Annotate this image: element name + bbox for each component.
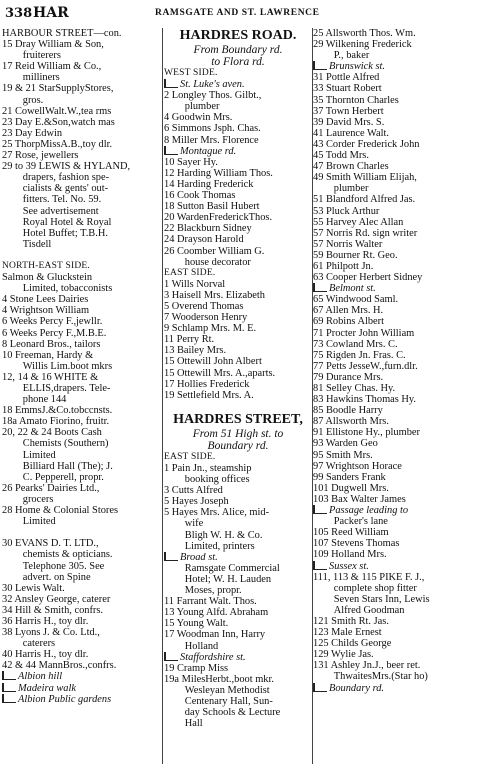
directory-entry: 63 Cooper Herbert Sidney xyxy=(313,272,423,284)
cross-street xyxy=(313,561,477,572)
directory-entry: 105 Reed William xyxy=(313,527,389,539)
directory-entry: 22 Blackburn Sidney xyxy=(164,223,252,235)
directory-entry: Centenary Hall, Sun- xyxy=(164,695,273,707)
section-abbreviation: HAR xyxy=(33,5,69,21)
directory-entry: 26 Pearks' Dairies Ltd., xyxy=(2,482,100,494)
directory-entry: 5 Hayes Joseph xyxy=(164,496,229,508)
directory-entry: 23 Day Edwin xyxy=(2,127,63,139)
directory-entry: 131 Ashley Jn.J., beer ret. xyxy=(313,660,421,672)
directory-entry: Salmon & Gluckstein xyxy=(2,272,93,284)
cross-street-label: Passage leading to xyxy=(329,505,409,517)
directory-entry: Wesleyan Methodist xyxy=(164,684,270,696)
directory-entry: 53 Pluck Arthur xyxy=(313,205,380,217)
directory-entry: 2 Longley Thos. Gilbt., xyxy=(164,90,262,102)
directory-entry: 95 Smith Mrs. xyxy=(313,449,373,461)
directory-entry: 18a Amato Fiorino, fruitr. xyxy=(2,416,110,428)
directory-entry: 75 Rigden Jn. Fras. C. xyxy=(313,349,406,361)
directory-entry: 65 Windwood Saml. xyxy=(313,294,399,306)
directory-entry xyxy=(164,401,312,412)
directory-entry: 15 Dray William & Son, xyxy=(2,39,104,51)
page-number: 338 xyxy=(5,6,33,21)
directory-entry: 55 Harvey Alec Allan xyxy=(313,216,404,228)
directory-entry: fruiterers xyxy=(2,50,61,62)
directory-entry: drapers, fashion spe- xyxy=(2,172,110,184)
directory-entry: Bligh W. H. & Co. xyxy=(164,529,263,541)
directory-entry: 15 Ottewill Mrs. A.,aparts. xyxy=(164,367,276,379)
directory-entry: 85 Boodle Harry xyxy=(313,405,383,417)
directory-entry: Holland xyxy=(164,640,219,652)
directory-entry: 29 to 39 LEWIS & HYLAND, xyxy=(2,161,131,173)
directory-entry: complete shop fitter xyxy=(313,582,417,594)
directory-entry: 97 Wrightson Horace xyxy=(313,460,402,472)
directory-entry: 8 Leonard Bros., tailors xyxy=(2,338,101,350)
directory-entry: cialists & gents' out- xyxy=(2,183,109,195)
directory-entry: Hall xyxy=(164,718,203,730)
side-heading: NORTH-EAST SIDE. xyxy=(2,260,90,271)
directory-entry: 1 Pain Jn., steamship xyxy=(164,463,252,474)
street-extent: From 51 High st. to xyxy=(192,427,284,440)
directory-entry: 17 Hollies Frederick xyxy=(164,378,250,390)
directory-entry: wife xyxy=(164,518,204,530)
directory-entry: 57 Norris Rd. sign writer xyxy=(313,227,418,239)
directory-entry: grocers xyxy=(2,493,54,505)
directory-entry: 40 Harris H., toy dlr. xyxy=(2,649,89,661)
directory-entry: 19 & 21 StarSupplyStores, xyxy=(2,83,114,95)
directory-entry: house decorator xyxy=(164,256,251,268)
directory-entry: Limited, tobacconists xyxy=(2,283,113,295)
directory-entry: 67 Allen Mrs. H. xyxy=(313,305,384,317)
cross-street-marker xyxy=(313,283,327,292)
directory-entry: 121 Smith Rt. Jas. xyxy=(313,615,389,627)
cross-street xyxy=(313,283,477,294)
directory-entry: 111, 113 & 115 PIKE F. J., xyxy=(313,571,425,583)
directory-entry: Tisdell xyxy=(2,238,52,250)
directory-entry: 5 Overend Thomas xyxy=(164,300,244,312)
directory-entry: 1 Wills Norval xyxy=(164,278,226,290)
street-extent: to Flora rd. xyxy=(211,56,265,68)
directory-entry: Chemists (Southern) xyxy=(2,438,109,450)
cross-street-label: Montague rd. xyxy=(180,145,237,157)
directory-entry: milliners xyxy=(2,72,60,84)
directory-entry: Ramsgate Commercial xyxy=(164,562,280,574)
directory-entry: 61 Philpott Jn. xyxy=(313,260,374,272)
directory-entry: 43 Corder Frederick John xyxy=(313,138,420,150)
directory-entry: day Schools & Lecture xyxy=(164,707,281,719)
directory-entry: 34 Hill & Smith, confrs. xyxy=(2,604,104,616)
directory-entry: 83 Hawkins Thomas Hy. xyxy=(313,394,417,406)
directory-entry: 10 Sayer Hy. xyxy=(164,156,218,168)
directory-entry: 69 Robins Albert xyxy=(313,316,385,328)
directory-entry: 18 Sutton Basil Hubert xyxy=(164,201,260,213)
directory-entry: 21 CowellWalt.W.,tea rms xyxy=(2,105,112,117)
directory-entry: 79 Durance Mrs. xyxy=(313,371,384,383)
directory-entry: 101 Dugwell Mrs. xyxy=(313,482,389,494)
directory-entry: 103 Bax Walter James xyxy=(313,493,406,505)
directory-entry: 57 Norris Walter xyxy=(313,238,383,250)
cross-street-marker xyxy=(164,79,178,88)
directory-entry: 19a MilesHerbt.,boot mkr. xyxy=(164,673,274,685)
directory-entry: plumber xyxy=(164,101,220,113)
directory-entry xyxy=(2,527,162,538)
cross-street-label: Albion hill xyxy=(18,671,63,683)
directory-entry: 41 Laurence Walt. xyxy=(313,127,390,139)
directory-entry: 38 Lyons J. & Co. Ltd., xyxy=(2,627,100,639)
cross-street xyxy=(2,671,162,682)
cross-street xyxy=(164,79,312,90)
directory-entry: 26 Coomber William G. xyxy=(164,245,265,257)
cross-street xyxy=(2,694,162,705)
cross-street-label: Albion Public gardens xyxy=(18,693,112,705)
directory-entry: 32 Ansley George, caterer xyxy=(2,593,111,605)
directory-entry: 14 Harding Frederick xyxy=(164,178,254,190)
directory-entry: P., baker xyxy=(313,50,370,62)
street-extent: Boundary rd. xyxy=(207,439,269,452)
cross-street-marker xyxy=(313,683,327,692)
directory-entry: 9 Schlamp Mrs. M. E. xyxy=(164,323,257,335)
cross-street-label: Boundary rd. xyxy=(329,682,385,694)
directory-entry: 35 Thornton Charles xyxy=(313,94,399,106)
directory-entry: HARBOUR STREET—con. xyxy=(2,28,122,39)
directory-entry: Telephone 305. See xyxy=(2,560,105,572)
cross-street-marker xyxy=(313,505,327,514)
directory-entry: Limited xyxy=(2,516,56,528)
directory-entry: 16 Cook Thomas xyxy=(164,190,236,202)
cross-street-marker xyxy=(164,552,178,561)
directory-entry: caterers xyxy=(2,638,56,650)
directory-entry: 10 Freeman, Hardy & xyxy=(2,349,94,361)
cross-street-marker xyxy=(313,61,327,70)
cross-street-marker xyxy=(164,652,178,661)
directory-entry: 30 Lewis Walt. xyxy=(2,582,65,594)
directory-entry: Hotel Buffet; T.B.H. xyxy=(2,227,108,239)
directory-entry: 33 Stuart Robert xyxy=(313,83,382,95)
directory-entry: gros. xyxy=(2,94,44,106)
directory-entry: 49 Smith William Elijah, xyxy=(313,172,417,184)
directory-entry: 4 Stone Lees Dairies xyxy=(2,294,89,306)
directory-entry: C. Pepperell, propr. xyxy=(2,471,104,483)
directory-entry: Limited xyxy=(2,449,56,461)
directory-entry: 19 Settlefield Mrs. A. xyxy=(164,389,254,401)
side-heading: EAST SIDE. xyxy=(164,267,216,278)
directory-entry: 73 Cowland Mrs. C. xyxy=(313,338,398,350)
cross-street xyxy=(164,146,312,157)
directory-entry: Packer's lane xyxy=(313,516,388,528)
directory-entry: Alfred Goodman xyxy=(313,604,405,616)
directory-entry: 13 Young Alfd. Abraham xyxy=(164,607,269,619)
directory-entry: plumber xyxy=(313,183,369,195)
directory-entry: 25 ThorpMissA.B.,toy dlr. xyxy=(2,138,113,150)
directory-entry: 47 Brown Charles xyxy=(313,161,389,173)
cross-street-marker xyxy=(313,561,327,570)
directory-entry: 45 Todd Mrs. xyxy=(313,150,369,162)
street-heading: HARDRES STREET, xyxy=(173,411,303,427)
directory-entry: 3 Haisell Mrs. Elizabeth xyxy=(164,289,265,301)
directory-entry: 87 Allsworth Mrs. xyxy=(313,416,389,428)
directory-entry: Seven Stars Inn, Lewis xyxy=(313,593,430,605)
directory-entry: chemists & opticians. xyxy=(2,549,113,561)
directory-entry: 11 Farrant Walt. Thos. xyxy=(164,596,257,608)
directory-entry: 109 Holland Mrs. xyxy=(313,549,387,561)
directory-entry: ELLIS,drapers. Tele- xyxy=(2,383,111,394)
directory-entry: 28 Home & Colonial Stores xyxy=(2,505,119,517)
directory-entry: 6 Simmons Jsph. Chas. xyxy=(164,123,261,135)
directory-entry: 5 Hayes Mrs. Alice, mid- xyxy=(164,507,270,519)
directory-entry: 4 Wrightson William xyxy=(2,305,90,317)
directory-entry: 6 Weeks Percy F.,jewllr. xyxy=(2,316,103,328)
directory-entry: 7 Wooderson Henry xyxy=(164,312,248,324)
directory-entry: 23 Day E.&Son,watch mas xyxy=(2,116,115,128)
cross-street-label: St. Luke's aven. xyxy=(180,79,245,91)
directory-entry: ThwaitesMrs.(Star ho) xyxy=(313,671,428,683)
directory-entry: 31 Pottle Alfred xyxy=(313,72,380,84)
directory-entry: advert. on Spine xyxy=(2,571,91,583)
cross-street xyxy=(313,61,477,72)
directory-entry: 17 Woodman Inn, Harry xyxy=(164,629,266,641)
street-heading: HARDRES ROAD. xyxy=(179,28,297,43)
directory-entry: 17 Reid William & Co., xyxy=(2,61,102,73)
directory-entry: 91 Ellistone Hy., plumber xyxy=(313,427,420,439)
directory-entry: 37 Town Herbert xyxy=(313,105,384,117)
cross-street-label: Staffordshire st. xyxy=(180,651,246,663)
directory-entry: 15 Ottewill John Albert xyxy=(164,356,262,368)
directory-entry: Limited, printers xyxy=(164,540,255,552)
directory-entry: phone 144 xyxy=(2,394,67,406)
column-middle xyxy=(164,28,312,729)
directory-entry: 12 Harding William Thos. xyxy=(164,167,273,179)
directory-entry: Royal Hotel & Royal xyxy=(2,216,112,228)
street-extent: From Boundary rd. xyxy=(193,44,283,56)
directory-entry: 81 Selley Chas. Hy. xyxy=(313,383,396,394)
cross-street-label: Broad st. xyxy=(180,551,218,563)
directory-entry: 59 Bourner Rt. Geo. xyxy=(313,249,398,261)
directory-entry: See advertisement xyxy=(2,205,99,217)
cross-street xyxy=(164,552,312,563)
directory-entry: 77 Petts JesseW.,furn.dlr. xyxy=(313,360,418,372)
cross-street-label: Belmont st. xyxy=(329,283,376,295)
directory-entry: fitters. Tel. No. 59. xyxy=(2,194,102,206)
directory-entry: 27 Rose, jewellers xyxy=(2,150,79,162)
directory-entry: 36 Harris H., toy dlr. xyxy=(2,615,89,627)
column-right xyxy=(313,28,477,694)
directory-entry: 4 Goodwin Mrs. xyxy=(164,112,233,124)
directory-entry: 125 Childs George xyxy=(313,638,392,650)
cross-street xyxy=(2,683,162,694)
cross-street-marker xyxy=(2,694,16,703)
directory-entry: 107 Stevens Thomas xyxy=(313,538,400,550)
directory-entry: 29 Wilkening Frederick xyxy=(313,39,412,51)
cross-street-label: Brunswick st. xyxy=(329,61,385,73)
directory-entry: 24 Drayson Harold xyxy=(164,234,244,246)
cross-street xyxy=(313,505,477,516)
cross-street-marker xyxy=(2,683,16,692)
side-heading: EAST SIDE. xyxy=(164,451,216,462)
directory-entry xyxy=(2,250,162,261)
directory-entry: 51 Blandford Alfred Jas. xyxy=(313,194,416,206)
directory-entry: 6 Weeks Percy F.,M.B.E. xyxy=(2,327,107,339)
directory-entry: 99 Sanders Frank xyxy=(313,471,386,483)
directory-entry: Billiard Hall (The); J. xyxy=(2,460,113,472)
directory-entry: 19 Cramp Miss xyxy=(164,662,229,674)
directory-entry: 30 EVANS D. T. LTD., xyxy=(2,538,99,550)
cross-street-label: Sussex st. xyxy=(329,560,369,572)
directory-entry: 3 Cutts Alfred xyxy=(164,485,223,497)
directory-entry: 12, 14 & 16 WHITE & xyxy=(2,371,99,383)
directory-entry: 18 EmmsJ.&Co.tobccnsts. xyxy=(2,405,113,417)
directory-entry: 25 Allsworth Thos. Wm. xyxy=(313,28,416,39)
directory-entry: 39 David Mrs. S. xyxy=(313,116,385,128)
side-heading: WEST SIDE. xyxy=(164,68,218,78)
directory-entry: 13 Bailey Mrs. xyxy=(164,345,227,357)
cross-street xyxy=(164,652,312,663)
cross-street xyxy=(313,683,477,694)
directory-entry: 42 & 44 MannBros.,confrs. xyxy=(2,660,117,672)
directory-entry: 93 Warden Geo xyxy=(313,438,378,450)
directory-entry: 20 WardenFrederickThos. xyxy=(164,212,273,224)
page-title: RAMSGATE AND ST. LAWRENCE xyxy=(155,8,320,18)
directory-entry: Hotel; W. H. Lauden xyxy=(164,573,272,585)
directory-entry: 11 Perry Rt. xyxy=(164,334,215,346)
directory-entry: 71 Procter John William xyxy=(313,327,415,339)
directory-entry: Willis Lim.boot mkrs xyxy=(2,360,113,372)
cross-street-marker xyxy=(2,671,16,680)
directory-entry: 8 Miller Mrs. Florence xyxy=(164,134,259,146)
cross-street-label: Madeira walk xyxy=(18,682,77,694)
page-header xyxy=(0,0,479,28)
directory-entry: 20, 22 & 24 Boots Cash xyxy=(2,427,102,439)
directory-entry: 123 Male Ernest xyxy=(313,627,382,639)
directory-entry: booking offices xyxy=(164,474,250,486)
column-left xyxy=(2,28,162,705)
column-divider xyxy=(162,28,163,764)
directory-entry: Moses, propr. xyxy=(164,585,242,597)
directory-entry: 129 Wylie Jas. xyxy=(313,649,374,661)
cross-street-marker xyxy=(164,146,178,155)
directory-entry: 15 Young Walt. xyxy=(164,618,229,630)
